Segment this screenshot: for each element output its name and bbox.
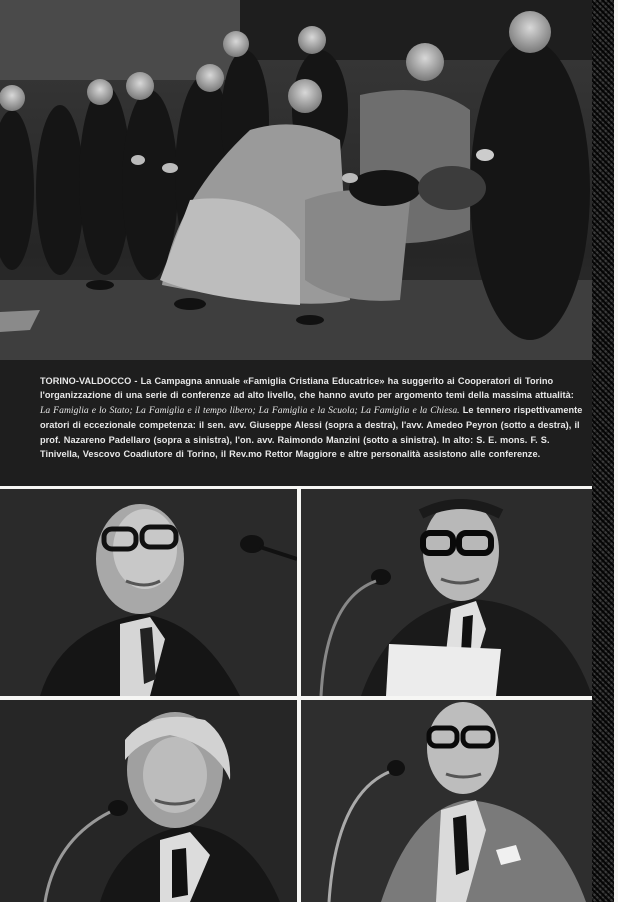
caption-body-2: Le tennero rispettivamente oratori di eccezionale competenza: il sen. avv. Giuseppe Alessi (sopra a destra), l'avv. Amedeo Peyron (sotto a destra), il prof. Nazareno Padellaro (sopra a sinistra), l'on. avv. Raimondo Manzini (sotto a sinistra). In alto: S. E. mons. F. S. Tinivella, Vescovo Coadiutore di Torino, il Rev.mo Rettor Maggiore e altre personalità assistono alle conferenze. — [40, 404, 583, 460]
caption-text — [40, 374, 584, 461]
speaker-portrait-bottom-left — [0, 700, 297, 902]
caption-body-1: La Campagna annuale «Famiglia Cristiana Educatrice» ha suggerito ai Cooperatori di Torino l'organizzazione di una serie di conferenze ad alto livello, che hanno avuto per argomento temi della massima attualità: — [40, 376, 574, 401]
speaker-portrait-bottom-right — [301, 700, 592, 902]
audience-photo — [0, 0, 592, 360]
page-edge-strip — [592, 0, 614, 902]
caption-block — [0, 360, 592, 486]
caption-place: TORINO-VALDOCCO - — [40, 376, 141, 386]
speaker-portrait-top-left — [0, 489, 297, 696]
caption-topics: La Famiglia e lo Stato; La Famiglia e il tempo libero; La Famiglia e la Scuola; La Famiglia e la Chiesa. — [40, 404, 460, 416]
speaker-portrait-top-right — [301, 489, 592, 696]
